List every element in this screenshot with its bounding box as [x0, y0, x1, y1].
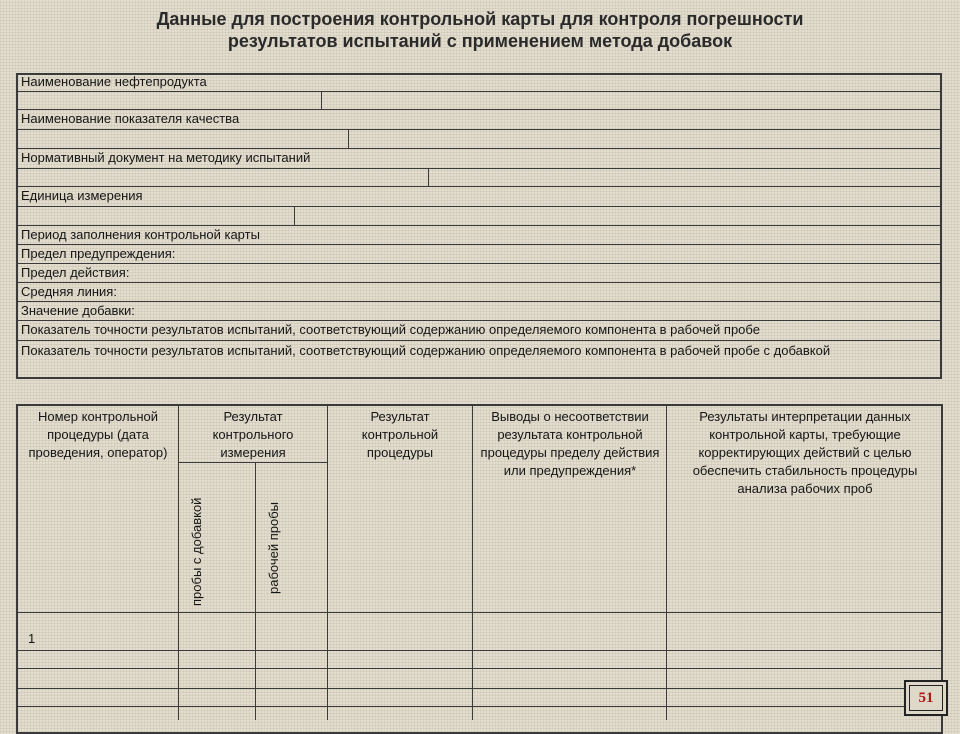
divider: [16, 148, 942, 149]
divider: [16, 244, 942, 245]
title-line-2: результатов испытаний с применением метода добавок: [227, 31, 733, 51]
header-procedure-number: Номер контрольной процедуры (дата проведения, оператор): [28, 409, 168, 460]
header-spiked-sample: пробы с добавкой: [189, 497, 204, 606]
field-label-unit: Единица измерения: [21, 188, 143, 203]
divider: [16, 186, 942, 187]
field-label-accuracy-working: Показатель точности результатов испытаний, соответствующий содержанию определяемого компонента в рабочей пробе: [21, 322, 760, 337]
page-title: [40, 8, 920, 52]
divider: [16, 320, 942, 321]
header-procedure-result: Результат контрольной процедуры: [361, 409, 439, 460]
divider: [16, 109, 942, 110]
divider: [178, 462, 327, 463]
field-label-accuracy-addition: Показатель точности результатов испытаний, соответствующий содержанию определяемого компонента в рабочей пробе с добавкой: [21, 343, 831, 358]
divider: [16, 282, 942, 283]
divider: [472, 404, 473, 720]
field-label-addition-value: Значение добавки:: [21, 303, 135, 318]
divider: [16, 650, 943, 651]
divider: [16, 225, 942, 226]
divider: [16, 706, 943, 707]
field-label-center-line: Средняя линия:: [21, 284, 117, 299]
divider: [16, 301, 942, 302]
divider: [16, 668, 943, 669]
divider: [16, 206, 942, 207]
page-number-badge: [904, 680, 948, 716]
divider: [16, 168, 942, 169]
header-measurement-result: Результат контрольного измерения: [212, 409, 294, 460]
divider: [294, 206, 295, 225]
divider: [666, 404, 667, 720]
divider: [327, 404, 328, 720]
field-label-fill-period: Период заполнения контрольной карты: [21, 227, 260, 242]
header-working-sample: рабочей пробы: [266, 501, 281, 594]
field-label-action-limit: Предел действия:: [21, 265, 130, 280]
divider: [178, 404, 179, 720]
table-row-number: 1: [28, 631, 36, 646]
header-nonconformity-conclusions: Выводы о несоответствии результата контрольной процедуры пределу действия или предупреждения*: [480, 409, 660, 478]
divider: [428, 168, 429, 186]
divider: [16, 612, 943, 613]
divider: [348, 129, 349, 148]
field-label-quality-indicator: Наименование показателя качества: [21, 111, 240, 126]
field-label-normative-document: Нормативный документ на методику испытаний: [21, 150, 311, 165]
divider: [321, 91, 322, 109]
field-label-warning-limit: Предел предупреждения:: [21, 246, 176, 261]
header-interpretation-results: Результаты интерпретации данных контрольной карты, требующие корректирующих действий с целью обеспечить стабильность процедуры анализа рабочих проб: [692, 409, 918, 496]
divider: [16, 129, 942, 130]
divider: [16, 91, 942, 92]
field-label-product-name: Наименование нефтепродукта: [21, 74, 207, 89]
divider: [16, 263, 942, 264]
divider: [16, 340, 942, 341]
page-number: 51: [909, 685, 943, 711]
divider: [16, 688, 943, 689]
title-line-1: Данные для построения контрольной карты для контроля погрешности: [156, 9, 804, 29]
divider: [255, 462, 256, 720]
